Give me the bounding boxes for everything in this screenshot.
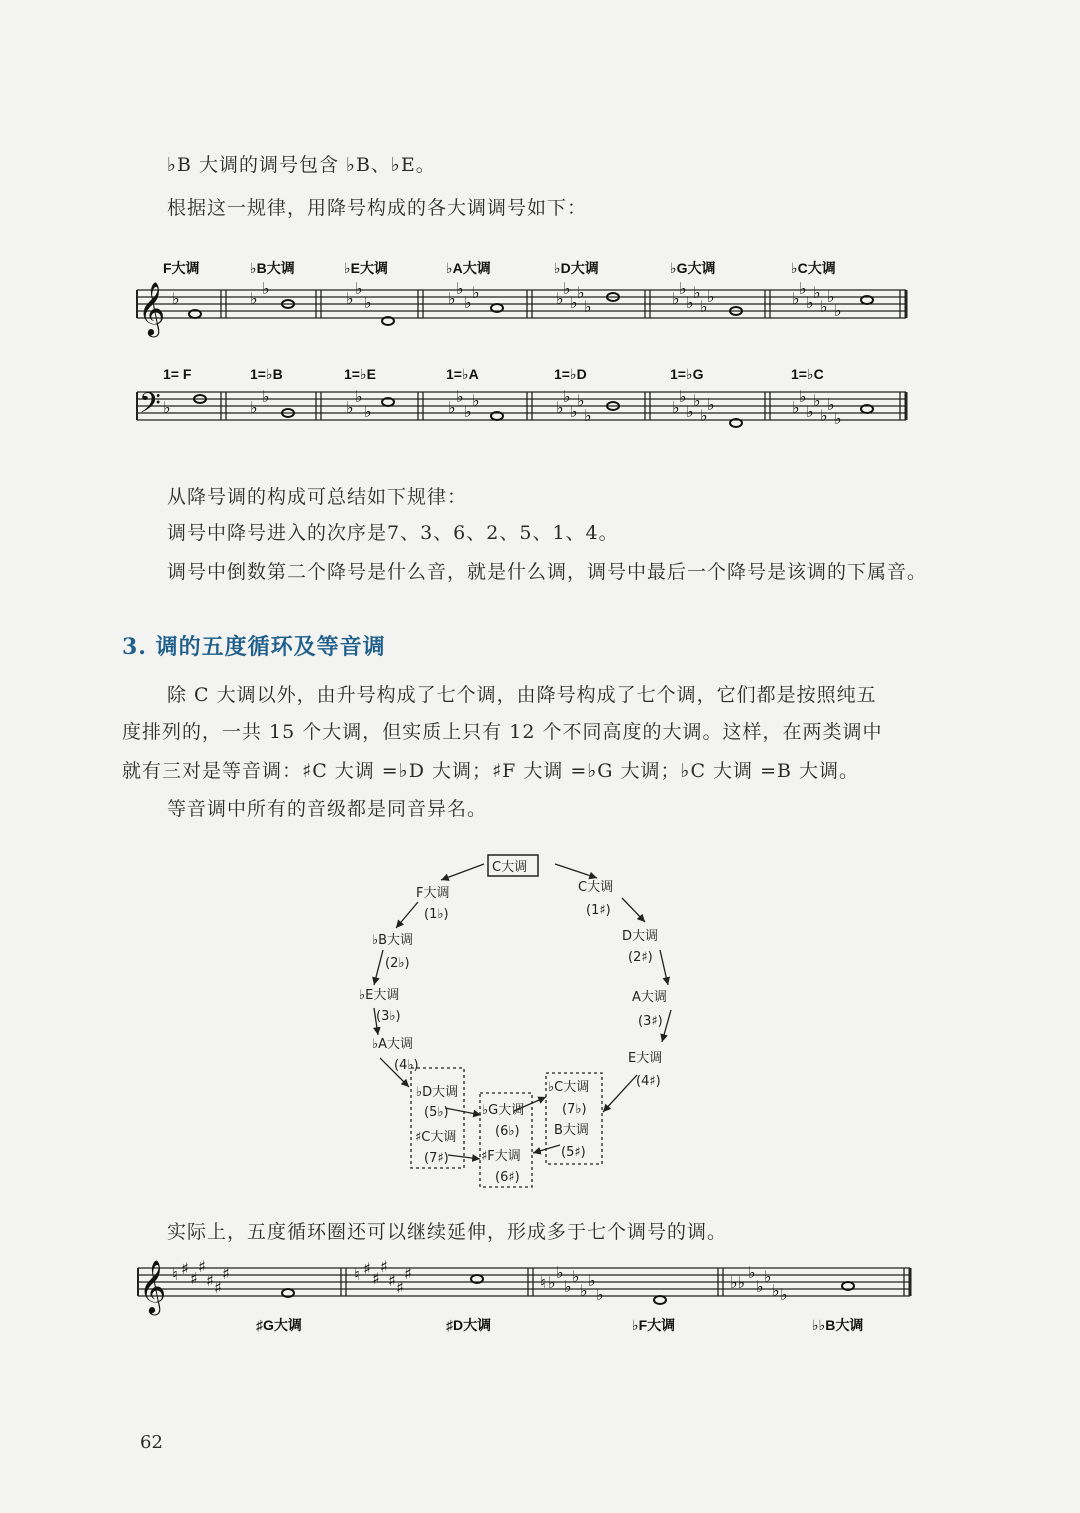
svg-text:♭: ♭	[355, 387, 363, 406]
svg-text:♭: ♭	[764, 1267, 772, 1286]
svg-text:♭: ♭	[584, 297, 592, 316]
svg-text:♯: ♯	[198, 1257, 206, 1276]
bass-key-label: 1=♭C	[791, 366, 824, 382]
svg-text:♭: ♭	[456, 387, 464, 406]
svg-text:♭: ♭	[780, 1285, 788, 1304]
svg-text:♭: ♭	[707, 395, 715, 414]
text-line: 调号中降号进入的次序是7、3、6、2、5、1、4。	[167, 522, 619, 544]
svg-text:♭: ♭	[799, 279, 807, 298]
text-line: 实际上，五度循环圈还可以继续延伸，形成多于七个调号的调。	[167, 1221, 728, 1243]
svg-text:♭: ♭	[556, 398, 564, 417]
circle-key: ♭B大调	[372, 933, 414, 948]
circle-key: ♭D大调	[416, 1085, 459, 1100]
circle-key: A大调	[632, 990, 667, 1005]
svg-text:♯: ♯	[380, 1257, 388, 1276]
circle-count: (5♭)	[424, 1105, 449, 1120]
svg-text:♭: ♭	[346, 289, 354, 308]
svg-text:♭: ♭	[464, 293, 472, 312]
svg-text:♭: ♭	[693, 391, 701, 410]
circle-count: (7♭)	[562, 1102, 587, 1117]
paragraph-line: 度排列的，一共 15 个大调，但实质上只有 12 个不同高度的大调。这样，在两类调中	[122, 721, 883, 743]
extended-key-label: ♭♭B大调	[812, 1317, 864, 1333]
bass-key-label: 1=♭D	[554, 366, 587, 382]
svg-text:♭: ♭	[686, 293, 694, 312]
circle-count: (2♯)	[628, 950, 653, 965]
treble-key-label: ♭C大调	[791, 260, 836, 276]
circle-key: ♭G大调	[482, 1103, 525, 1118]
svg-text:♭: ♭	[820, 406, 828, 425]
circle-count: (7♯)	[424, 1151, 449, 1166]
svg-text:♭: ♭	[172, 289, 180, 308]
svg-text:♯: ♯	[190, 1269, 198, 1288]
svg-text:♭: ♭	[679, 279, 687, 298]
svg-text:♭: ♭	[472, 391, 480, 410]
bass-key-label: 1=♭A	[446, 366, 479, 382]
svg-text:♭: ♭	[355, 279, 363, 298]
treble-key-label: ♭E大调	[344, 260, 388, 276]
svg-text:♯: ♯	[181, 1259, 189, 1278]
svg-text:♭: ♭	[448, 398, 456, 417]
circle-count: (4♯)	[636, 1074, 661, 1089]
circle-count: (3♯)	[638, 1014, 663, 1029]
treble-key-label: F大调	[163, 260, 200, 276]
svg-text:♭: ♭	[572, 1267, 580, 1286]
circle-count: (2♭)	[385, 956, 410, 971]
svg-text:♭: ♭	[792, 289, 800, 308]
svg-text:♭: ♭	[448, 289, 456, 308]
circle-key: D大调	[622, 929, 659, 944]
svg-text:♭: ♭	[250, 289, 258, 308]
svg-text:♭: ♭	[346, 398, 354, 417]
svg-text:♭: ♭	[262, 279, 270, 298]
svg-text:♭: ♭	[250, 398, 258, 417]
circle-count: (4♭)	[394, 1058, 419, 1073]
circle-key: ♭C大调	[548, 1080, 590, 1095]
svg-text:♭: ♭	[364, 293, 372, 312]
svg-text:♮: ♮	[540, 1273, 546, 1292]
circle-key: F大调	[416, 886, 450, 901]
flat-key-signature-staves	[0, 0, 1080, 460]
svg-text:♭: ♭	[577, 391, 585, 410]
circle-count: (6♯)	[495, 1170, 520, 1185]
svg-text:♭: ♭	[548, 1273, 556, 1292]
svg-text:♯: ♯	[396, 1278, 404, 1297]
circle-key: E大调	[628, 1051, 663, 1066]
circle-key: ♯C大调	[415, 1130, 457, 1145]
bass-key-label: 1=♭G	[670, 366, 704, 382]
circle-top-key: C大调	[492, 860, 528, 875]
svg-text:♭: ♭	[834, 301, 842, 320]
circle-key: ♭A大调	[372, 1037, 414, 1052]
svg-text:♭: ♭	[756, 1277, 764, 1296]
treble-key-label: ♭B大调	[250, 260, 295, 276]
bass-clef-icon: 𝄢	[139, 387, 161, 427]
circle-key: B大调	[554, 1123, 589, 1138]
text-line: 从降号调的构成可总结如下规律：	[167, 486, 468, 508]
bass-key-label: 1=♭B	[250, 366, 283, 382]
circle-count: (1♯)	[586, 903, 611, 918]
svg-text:♮: ♮	[172, 1265, 178, 1284]
circle-count: (3♭)	[376, 1009, 401, 1024]
text-line: ♭B 大调的调号包含 ♭B、♭E。	[167, 154, 436, 176]
svg-text:♭: ♭	[588, 1271, 596, 1290]
svg-text:♭: ♭	[700, 406, 708, 425]
treble-key-label: ♭D大调	[554, 260, 599, 276]
svg-text:♭: ♭	[262, 387, 270, 406]
svg-text:♭: ♭	[772, 1281, 780, 1300]
svg-text:♭: ♭	[556, 1263, 564, 1282]
extended-key-label: ♯D大调	[446, 1317, 492, 1333]
bass-key-label: 1=♭E	[344, 366, 376, 382]
circle-key: C大调	[578, 880, 614, 895]
svg-text:♭: ♭	[806, 402, 814, 421]
svg-text:♭: ♭	[563, 279, 571, 298]
svg-text:♭: ♭	[827, 395, 835, 414]
svg-text:♭: ♭	[806, 293, 814, 312]
svg-text:♭: ♭	[570, 293, 578, 312]
page-number: 62	[140, 1432, 163, 1453]
svg-text:♭: ♭	[679, 387, 687, 406]
svg-text:♮: ♮	[354, 1265, 360, 1284]
text-line: 调号中倒数第二个降号是什么音，就是什么调，调号中最后一个降号是该调的下属音。	[167, 561, 928, 583]
svg-text:♭: ♭	[570, 402, 578, 421]
paragraph-line: 等音调中所有的音级都是同音异名。	[167, 798, 488, 820]
svg-text:♭: ♭	[584, 406, 592, 425]
circle-key: ♯F大调	[481, 1149, 521, 1164]
svg-text:♭: ♭	[556, 289, 564, 308]
svg-text:♭: ♭	[827, 287, 835, 306]
svg-text:♭: ♭	[672, 398, 680, 417]
svg-text:♭: ♭	[813, 283, 821, 302]
svg-text:♭: ♭	[364, 402, 372, 421]
extended-key-label: ♭F大调	[632, 1317, 676, 1333]
svg-text:♯: ♯	[388, 1271, 396, 1290]
svg-text:♭: ♭	[813, 391, 821, 410]
svg-text:♭: ♭	[693, 283, 701, 302]
treble-key-label: ♭G大调	[670, 260, 716, 276]
svg-text:♭: ♭	[456, 279, 464, 298]
treble-clef-icon: 𝄞	[138, 281, 166, 335]
section-title: 3. 调的五度循环及等音调	[122, 634, 386, 660]
bass-key-label: 1= F	[163, 366, 192, 382]
svg-text:♭: ♭	[464, 402, 472, 421]
svg-text:♭: ♭	[163, 398, 171, 417]
circle-key: ♭E大调	[359, 988, 400, 1003]
svg-text:♭: ♭	[472, 283, 480, 302]
svg-text:♯: ♯	[214, 1278, 222, 1297]
svg-text:♭: ♭	[672, 289, 680, 308]
svg-text:♭: ♭	[834, 409, 842, 428]
svg-text:♭: ♭	[564, 1277, 572, 1296]
svg-text:♯: ♯	[206, 1271, 214, 1290]
treble-key-label: ♭A大调	[446, 260, 491, 276]
svg-text:♯: ♯	[404, 1264, 412, 1283]
svg-text:♭: ♭	[799, 387, 807, 406]
svg-text:♭: ♭	[686, 402, 694, 421]
paragraph-line: 就有三对是等音调：♯C 大调 =♭D 大调；♯F 大调 =♭G 大调；♭C 大调 =B 大调。	[122, 760, 860, 782]
svg-text:♭♭: ♭♭	[730, 1273, 746, 1292]
svg-text:♭: ♭	[700, 297, 708, 316]
circle-count: (6♭)	[495, 1124, 520, 1139]
svg-text:♭: ♭	[563, 387, 571, 406]
svg-text:♭: ♭	[596, 1285, 604, 1304]
paragraph-line: 除 C 大调以外，由升号构成了七个调，由降号构成了七个调，它们都是按照纯五	[167, 684, 877, 706]
svg-text:♯: ♯	[222, 1264, 230, 1283]
circle-count: (1♭)	[424, 907, 449, 922]
svg-text:♭: ♭	[820, 297, 828, 316]
circle-count: (5♯)	[561, 1145, 586, 1160]
svg-text:♭: ♭	[580, 1281, 588, 1300]
text-line: 根据这一规律，用降号构成的各大调调号如下：	[167, 197, 588, 219]
svg-text:♭: ♭	[707, 287, 715, 306]
svg-text:♯: ♯	[372, 1269, 380, 1288]
svg-text:♭: ♭	[577, 283, 585, 302]
svg-text:♭: ♭	[792, 398, 800, 417]
treble-clef-icon: 𝄞	[139, 1259, 167, 1313]
svg-text:♯: ♯	[363, 1259, 371, 1278]
extended-key-label: ♯G大调	[256, 1317, 302, 1333]
svg-text:♭: ♭	[748, 1263, 756, 1282]
